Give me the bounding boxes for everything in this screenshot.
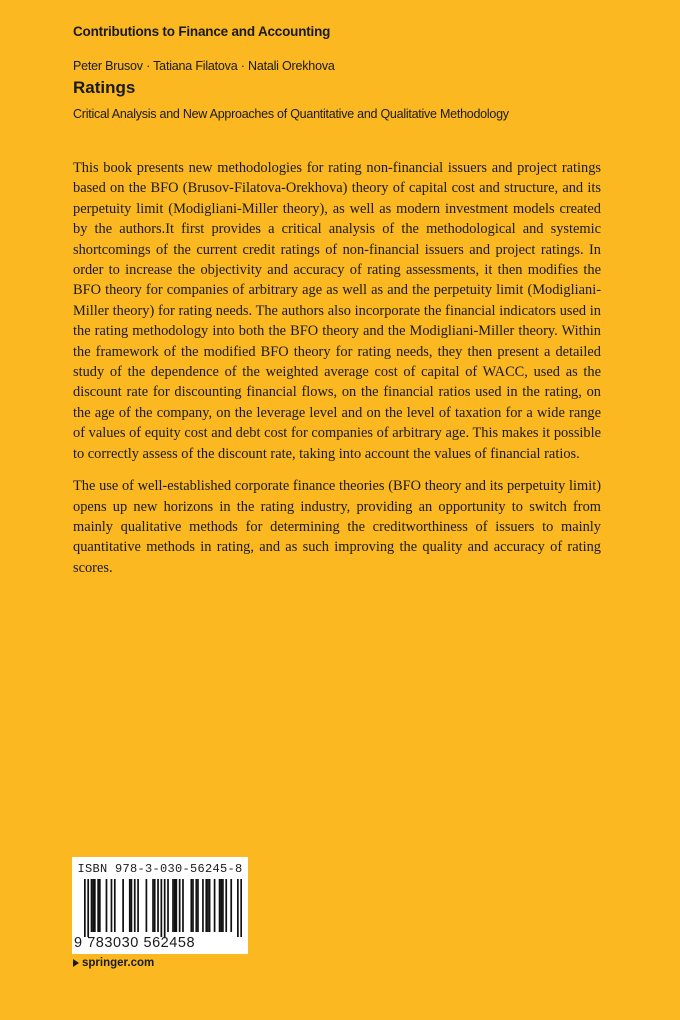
- barcode-bar: [97, 879, 99, 932]
- isbn-label: ISBN 978-3-030-56245-8: [77, 862, 243, 876]
- barcode-bar: [131, 879, 133, 932]
- barcode-bar: [179, 879, 181, 932]
- barcode-bar: [137, 879, 139, 932]
- barcode-bar: [111, 879, 113, 932]
- barcode-bar: [175, 879, 177, 932]
- barcode-bar: [91, 879, 93, 932]
- blurb-paragraph-1: This book presents new methodologies for rating non-financial issuers and project ratings based on the BFO (Brusov-Filatova-Orekhova) theory of capital cost and structure, and its perpetuity limit (Modigliani-Miller theory), as well as modern investment models created by the authors.It first provides a critical analysis of the methodological and systemic shortcomings of the current credit ratings of non-financial issuers and project ratings. In order to increase the objectivity and accuracy of rating assessments, it then modifies the BFO theory for companies of arbitrary age as well as and the perpetuity limit (Modigliani-Miller theory) for rating needs. The authors also incorporate the financial indicators used in the rating methodology into both the BFO theory and the Modigliani-Miller theory. Within the framework of the modified BFO theory for rating needs, they then present a detailed study of the dependence of the weighted average cost of capital of WACC, used as the discount rate for discounting financial flows, on the financial ratios used in the rating, on the age of the company, on the leverage level and on the level of taxation for a wide range of values of equity cost and debt cost for companies of arbitrary age. This makes it possible to correctly assess of the discount rate, taking into account the values of financial ratios.: [73, 160, 601, 462]
- barcode-bar: [219, 879, 221, 932]
- barcode: [72, 857, 248, 954]
- barcode-bar: [134, 879, 136, 932]
- barcode-bar: [92, 879, 94, 932]
- barcode-bar: [154, 879, 156, 932]
- barcode-bar: [182, 879, 184, 932]
- blurb: [73, 158, 601, 590]
- barcode-bar: [192, 879, 194, 932]
- barcode-bar: [205, 879, 207, 932]
- barcode-bar: [207, 879, 209, 932]
- barcode-bar: [94, 879, 96, 932]
- series-title: Contributions to Finance and Accounting: [73, 24, 331, 39]
- barcode-bar: [106, 879, 108, 932]
- barcode-bar: [87, 879, 89, 937]
- barcode-bar: [172, 879, 174, 932]
- barcode-bar: [225, 879, 227, 932]
- barcode-bar: [146, 879, 148, 932]
- barcode-bar: [209, 879, 211, 932]
- barcode-bars: [84, 879, 242, 937]
- barcode-bar: [164, 879, 166, 937]
- blurb-paragraph-2: The use of well-established corporate finance theories (BFO theory and its perpetuity limit) opens up new horizons in the rating industry, providing an opportunity to switch from mainly qualitative methods for determining the creditworthiness of issuers to mainly quantitative methods in rating, and as such improving the quality and accuracy of rating scores.: [73, 478, 601, 576]
- barcode-bar: [230, 879, 232, 932]
- barcode-bar: [222, 879, 224, 932]
- barcode-bar: [129, 879, 131, 932]
- barcode-bar: [174, 879, 176, 932]
- barcode-bar: [122, 879, 124, 932]
- book-subtitle: Critical Analysis and New Approaches of Quantitative and Qualitative Methodology: [73, 107, 509, 121]
- barcode-bar: [157, 879, 159, 932]
- barcode-bar: [197, 879, 199, 932]
- barcode-bar: [214, 879, 216, 932]
- ean-digits: 9 783030 562458: [74, 935, 196, 951]
- book-title: Ratings: [73, 78, 136, 97]
- barcode-bar: [152, 879, 154, 932]
- barcode-bar: [195, 879, 197, 932]
- barcode-bar: [99, 879, 101, 932]
- barcode-bar: [190, 879, 192, 932]
- barcode-bar: [237, 879, 239, 937]
- barcode-bar: [202, 879, 204, 932]
- publisher-link[interactable]: [73, 957, 154, 969]
- barcode-bar: [114, 879, 116, 932]
- barcode-bar: [84, 879, 86, 937]
- barcode-bar: [161, 879, 163, 937]
- barcode-bar: [167, 879, 169, 932]
- publisher-label: springer.com: [82, 957, 155, 969]
- barcode-bar: [240, 879, 242, 937]
- barcode-bar: [220, 879, 222, 932]
- authors: Peter Brusov · Tatiana Filatova · Natali Orekhova: [73, 59, 335, 73]
- arrow-right-icon: [73, 959, 79, 967]
